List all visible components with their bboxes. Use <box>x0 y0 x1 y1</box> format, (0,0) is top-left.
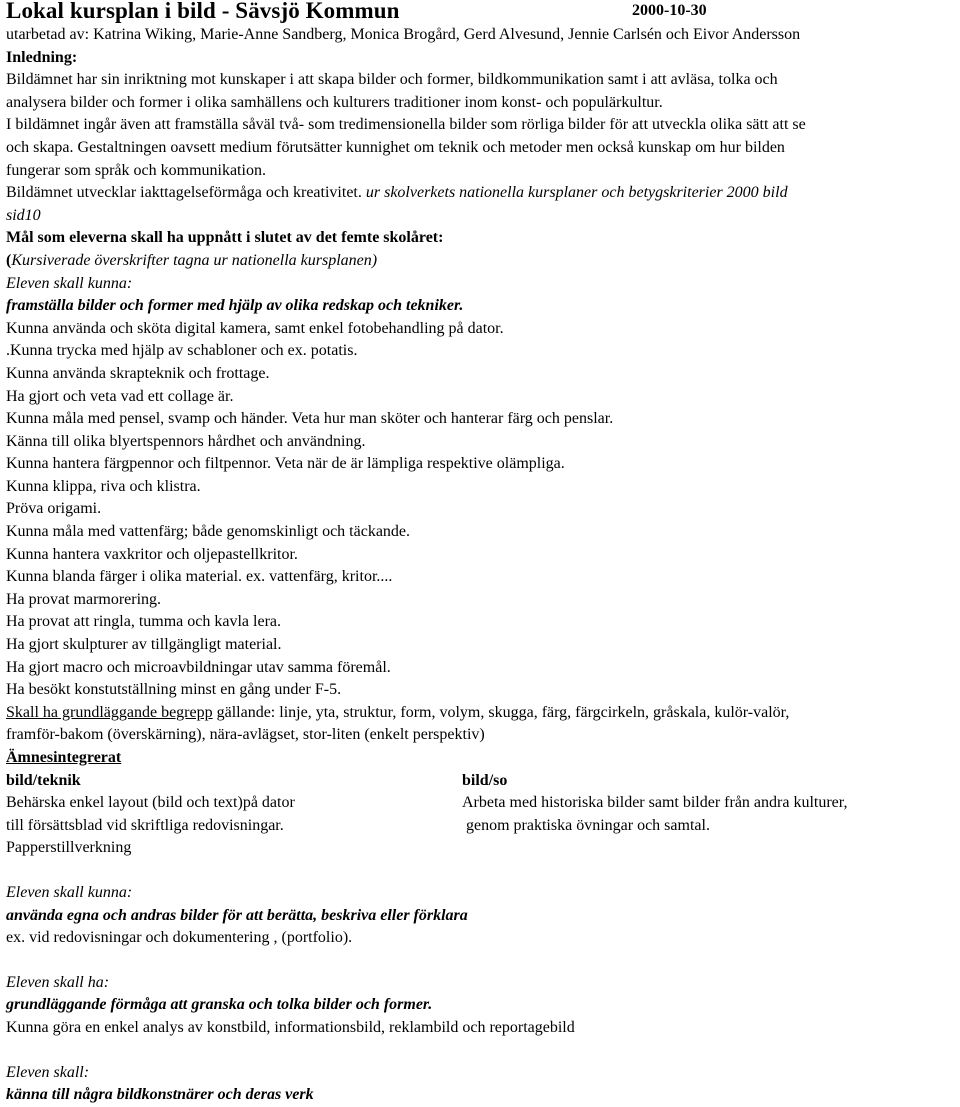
integration-col1-line: Papperstillverkning <box>6 839 132 857</box>
intro-last-plain: Bildämnet utvecklar iakttagelseförmåga och kreativitet. <box>6 184 366 202</box>
source-citation: ur skolverkets nationella kursplaner och betygskriterier 2000 bild <box>365 184 788 202</box>
goals-note <box>6 250 960 273</box>
goals-list <box>6 318 960 702</box>
intro-last-line <box>6 182 960 205</box>
integration-col2-line: genom praktiska övningar och samtal. <box>462 816 710 834</box>
concepts-underlined: Skall ha grundläggande begrepp <box>6 703 213 721</box>
section2-line: ex. vid redovisningar och dokumentering , (portfolio). <box>6 929 353 947</box>
list-item: Pröva origami. <box>6 500 102 518</box>
intro-line: I bildämnet ingår även att framställa såväl två- som tredimensionella bilder som rörliga bilder för att utveckla olika sätt att se <box>6 116 806 134</box>
column-heading-bild-teknik: bild/teknik <box>6 771 81 789</box>
list-item: Ha gjort skulpturer av tillgängligt material. <box>6 636 282 654</box>
spacer <box>6 1040 960 1062</box>
integration-col1-line: Behärska enkel layout (bild och text)på dator <box>6 794 295 812</box>
integration-col2-line: Arbeta med historiska bilder samt bilder från andra kulturer, <box>462 794 848 812</box>
list-item: Känna till olika blyertspennors hårdhet och användning. <box>6 432 366 450</box>
section4-heading: Eleven skall: <box>6 1063 90 1081</box>
goals-note-paren: ( <box>6 251 12 269</box>
list-item: Kunna måla med pensel, svamp och händer. Veta hur man sköter och hanterar färg och penslar. <box>6 410 614 428</box>
list-item: Ha provat marmorering. <box>6 590 162 608</box>
list-item: Kunna använda och sköta digital kamera, samt enkel fotobehandling på dator. <box>6 319 504 337</box>
intro-line: och skapa. Gestaltningen oavsett medium förutsätter kunnighet om teknik och metoder men också kunskap om hur bilden <box>6 138 785 156</box>
list-item: Kunna använda skrapteknik och frottage. <box>6 364 270 382</box>
intro-heading: Inledning: <box>6 48 78 66</box>
list-item: .Kunna trycka med hjälp av schabloner och ex. potatis. <box>6 342 358 360</box>
intro-line: Bildämnet har sin inriktning mot kunskaper i att skapa bilder och former, bildkommunikation samt i att avläsa, tolka och <box>6 71 778 89</box>
goals-note-text: Kursiverade överskrifter tagna ur nationella kursplanen) <box>11 251 378 269</box>
spacer <box>6 860 960 882</box>
document-date: 2000-10-30 <box>632 2 707 19</box>
list-item: Kunna hantera vaxkritor och oljepastellkritor. <box>6 545 298 563</box>
list-item: Ha provat att ringla, tumma och kavla lera. <box>6 613 282 631</box>
page-title: Lokal kursplan i bild - Sävsjö Kommun <box>6 0 400 23</box>
integration-col1-line: till försättsblad vid skriftliga redovisningar. <box>6 816 284 834</box>
integration-column-headings <box>6 770 960 793</box>
integration-row <box>6 792 960 815</box>
list-item: Kunna blanda färger i olika material. ex. vattenfärg, kritor.... <box>6 568 393 586</box>
concepts-rest: gällande: linje, yta, struktur, form, volym, skugga, färg, färgcirkeln, gråskala, kulör-valör, <box>212 703 790 721</box>
intro-line: analysera bilder och former i olika samhällens och kulturers traditioner inom konst- och populärkultur. <box>6 93 663 111</box>
list-item: Ha gjort macro och microavbildningar utav samma föremål. <box>6 658 391 676</box>
column-heading-bild-so: bild/so <box>462 771 508 789</box>
section2-goal: använda egna och andras bilder för att berätta, beskriva eller förklara <box>6 906 468 924</box>
list-item: Ha gjort och veta vad ett collage är. <box>6 387 234 405</box>
spacer <box>6 950 960 972</box>
section2-heading: Eleven skall kunna: <box>6 883 133 901</box>
section3-heading: Eleven skall ha: <box>6 973 110 991</box>
section3-line: Kunna göra en enkel analys av konstbild, informationsbild, reklambild och reportagebild <box>6 1018 575 1036</box>
section3-goal: grundläggande förmåga att granska och tolka bilder och former. <box>6 996 433 1014</box>
list-item: Kunna klippa, riva och klistra. <box>6 477 201 495</box>
concepts-line-2: framför-bakom (överskärning), nära-avlägset, stor-liten (enkelt perspektiv) <box>6 726 485 744</box>
goals-subheading: Eleven skall kunna: <box>6 274 133 292</box>
integration-row <box>6 837 960 860</box>
source-citation-suffix: sid10 <box>6 206 41 224</box>
goal-statement: framställa bilder och former med hjälp av olika redskap och tekniker. <box>6 297 464 315</box>
goals-heading: Mål som eleverna skall ha uppnått i slutet av det femte skolåret: <box>6 229 444 247</box>
section4-goal: känna till några bildkonstnärer och deras verk <box>6 1086 314 1104</box>
list-item: Ha besökt konstutställning minst en gång under F-5. <box>6 681 342 699</box>
list-item: Kunna måla med vattenfärg; både genomskinligt och täckande. <box>6 523 411 541</box>
title-row <box>6 0 960 24</box>
list-item: Kunna hantera färgpennor och filtpennor. Veta när de är lämpliga respektive olämpliga. <box>6 455 565 473</box>
integration-row <box>6 815 960 838</box>
concepts-line <box>6 702 960 725</box>
authors-line: utarbetad av: Katrina Wiking, Marie-Anne Sandberg, Monica Brogård, Gerd Alvesund, Jennie Carlsén och Eivor Andersson <box>6 26 801 43</box>
intro-line: fungerar som språk och kommunikation. <box>6 161 266 179</box>
integration-heading: Ämnesintegrerat <box>6 749 122 766</box>
